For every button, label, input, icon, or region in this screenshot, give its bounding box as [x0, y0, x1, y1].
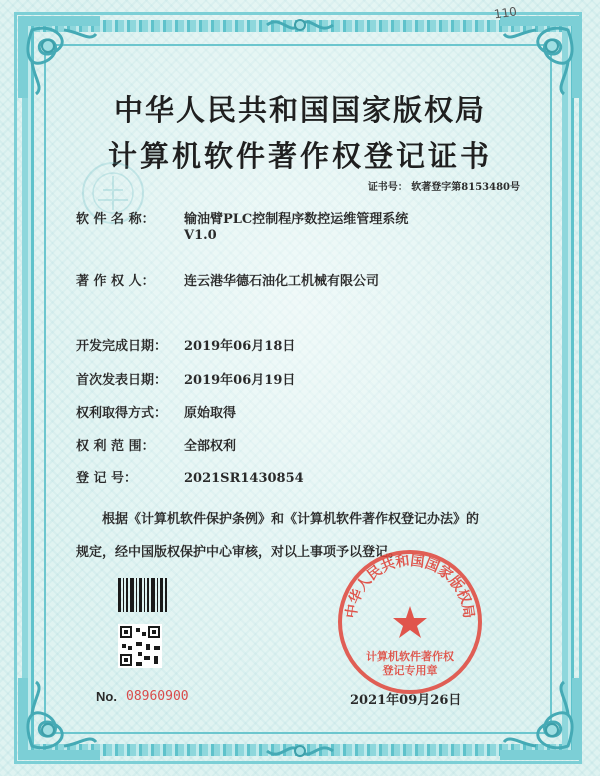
field-label: 软 件 名 称： — [76, 212, 155, 227]
barcode-icon — [118, 578, 168, 612]
issuing-authority-title: 中华人民共和国国家版权局 — [113, 93, 486, 127]
field-registration-number — [76, 467, 304, 486]
qr-code-icon — [118, 624, 162, 668]
border-emblem-icon — [265, 740, 335, 762]
field-value: 2019年06月18日 — [184, 339, 296, 354]
statement-line-2: 规定，经中国版权保护中心审核，对以上事项予以登记。 — [76, 545, 402, 560]
field-value: 原始取得 — [184, 406, 237, 421]
field-value: 全部权利 — [184, 439, 237, 454]
serial-label: No. — [96, 689, 117, 704]
field-first-publish-date — [76, 369, 295, 388]
handwritten-note: 110 — [493, 4, 518, 22]
seal-inner-line-1: 计算机软件著作权 — [366, 650, 454, 663]
field-value: 输油臂PLC控制程序数控运维管理系统 — [184, 212, 409, 227]
seal-ring-text: 中华人民共和国国家版权局 — [343, 553, 477, 620]
seal-inner-line-2: 登记专用章 — [382, 664, 438, 677]
field-copyright-owner — [76, 270, 379, 289]
field-value: 2021SR1430854 — [184, 471, 304, 486]
field-label: 权利取得方式： — [76, 406, 168, 421]
field-label: 著 作 权 人： — [76, 274, 155, 289]
field-label: 首次发表日期： — [76, 373, 168, 388]
certificate-number: 证书号： 软著登字第8153480号 — [367, 182, 520, 193]
field-value: 连云港华德石油化工机械有限公司 — [184, 274, 380, 289]
border-emblem-icon — [265, 14, 335, 36]
field-rights-scope — [76, 435, 236, 454]
field-label: 开发完成日期： — [76, 339, 168, 354]
corner-ornament-icon — [14, 674, 104, 764]
certificate-title: 计算机软件著作权登记证书 — [107, 139, 492, 173]
field-label: 权 利 范 围： — [76, 439, 155, 454]
software-version: V1.0 — [184, 228, 217, 243]
field-value: 2019年06月19日 — [184, 373, 296, 388]
field-completion-date — [76, 335, 295, 354]
statement-line-1: 根据《计算机软件保护条例》和《计算机软件著作权登记办法》的 — [102, 512, 480, 527]
serial-number: 08960900 — [126, 689, 189, 704]
field-acquisition-method — [76, 402, 236, 421]
issue-date: 2021年09月26日 — [350, 693, 462, 708]
corner-ornament-icon — [496, 674, 586, 764]
field-label: 登 记 号： — [76, 471, 138, 486]
field-software-name — [76, 208, 408, 227]
official-seal-icon — [336, 548, 484, 696]
